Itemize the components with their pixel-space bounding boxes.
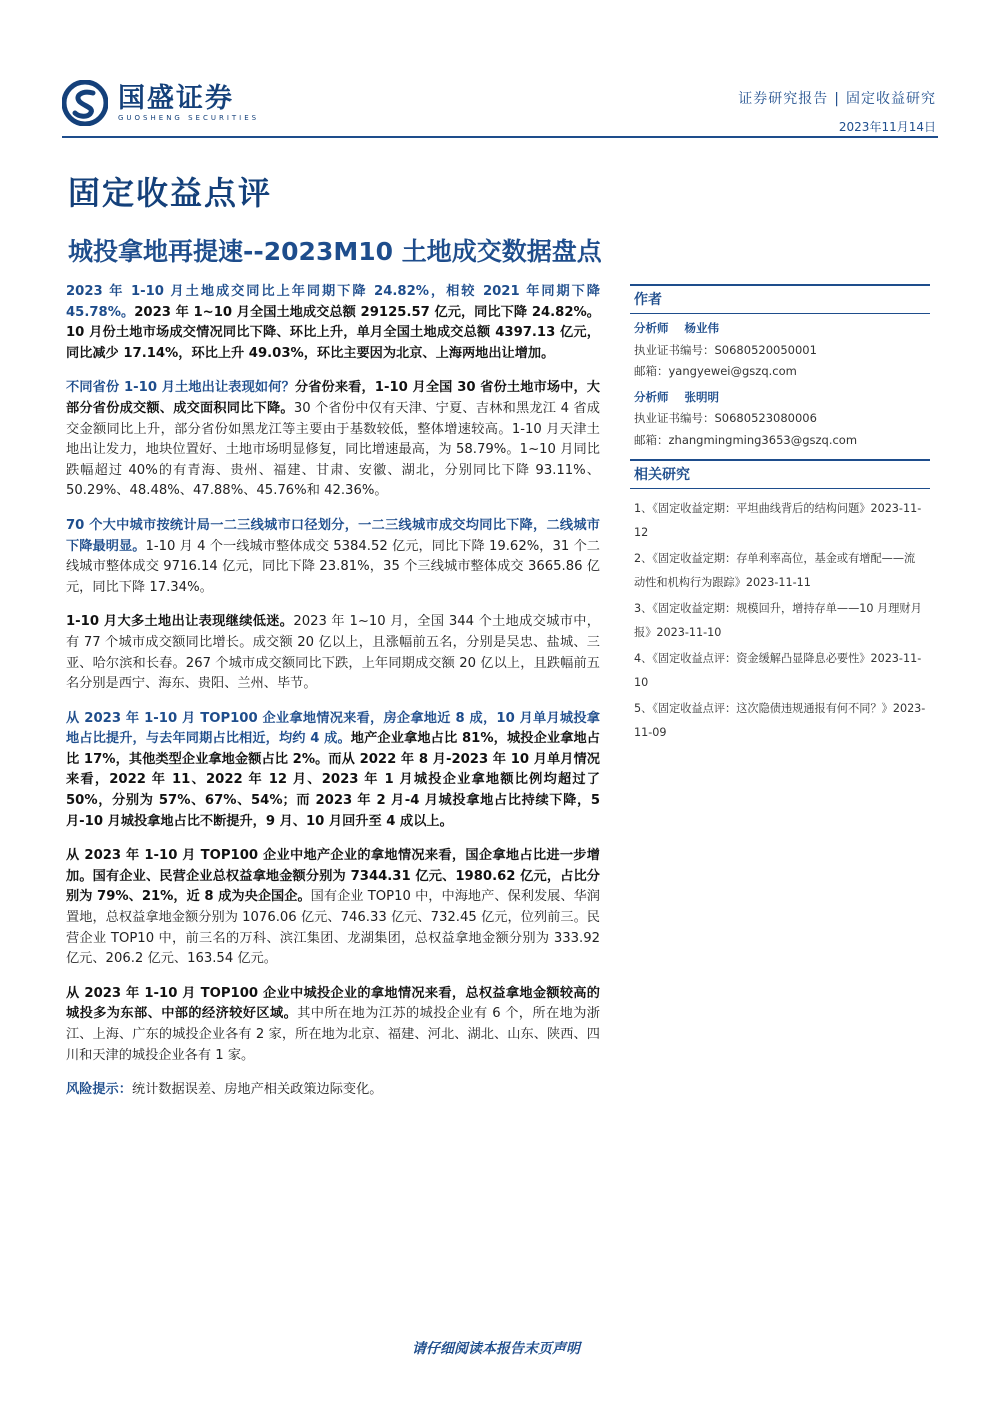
- paragraph-highlight: 2023 年 1-10 月土地成交同比上年同期下降 24.82%，相较 2021 年同期下降 45.78%。: [66, 284, 600, 320]
- related-research-list: [630, 489, 930, 745]
- analyst-role: 分析师: [634, 389, 669, 404]
- report-title: 城投拿地再提速--2023M10 土地成交数据盘点: [68, 237, 602, 266]
- analyst-block-2: [630, 383, 930, 452]
- paragraph-highlight: 从 2023 年 1-10 月 TOP100 企业拿地情况来看，房企拿地近 8 成，10 月单月城投拿地占比提升，与去年同期占比相近，均约 4 成。: [66, 710, 600, 747]
- report-header: [62, 74, 938, 132]
- analyst-cert: 执业证书编号：S0680523080006: [634, 411, 817, 425]
- footer-disclaimer: 请仔细阅读本报告末页声明: [412, 1341, 580, 1357]
- report-date: 2023年11月14日: [838, 120, 936, 134]
- paragraph-text: 1-10 月 4 个一线城市整体成交 5384.52 亿元，同比下降 19.62%，31 个二线城市整体成交 9716.14 亿元，同比下降 23.81%，35 个三线城市整体成交 3665.86 亿元，同比下降 17.34%。: [66, 538, 600, 595]
- author-heading: 作者: [630, 284, 930, 314]
- risk-warning: [66, 1080, 600, 1100]
- related-report-item[interactable]: 4、《固定收益点评：资金缓解凸显降息必要性》2023-11-10: [634, 652, 922, 689]
- sidebar: [630, 284, 930, 747]
- analyst-role: 分析师: [634, 321, 669, 335]
- analyst-email[interactable]: 邮箱：zhangmingming3653@gszq.com: [634, 432, 858, 447]
- related-research-heading: 相关研究: [630, 459, 930, 489]
- paragraph-2: [66, 378, 600, 502]
- paragraph-highlight: 不同省份 1-10 月土地出让表现如何？: [66, 380, 295, 396]
- analyst-cert: 执业证书编号：S0680520050001: [634, 342, 817, 357]
- risk-label: 风险提示：: [66, 1082, 132, 1098]
- report-type: 证券研究报告: [738, 91, 829, 107]
- paragraph-text: 30 个省份中仅有天津、宁夏、吉林和黑龙江 4 省成交金额同比上升，部分省份如黑龙江等主要由于基数较低，整体增速较高。1-10 月天津土地出让发力，地块位置好、土地市场明显修复，同比增速最高，为 58.79%。1~10 月同比跌幅超过 40%的有青海、贵州、福建、甘肃、安徽、湖北，分别同比下降 93.11%、50.29%、48.48%、47.88%、45.76%和 42.36%。: [66, 400, 600, 499]
- analyst-name: 张明明: [684, 389, 719, 404]
- paragraph-7: [66, 984, 600, 1066]
- header-divider: [62, 136, 938, 138]
- analyst-name: 杨业伟: [684, 321, 719, 335]
- paragraph-6: [66, 846, 600, 970]
- analyst-email[interactable]: 邮箱：yangyewei@gszq.com: [634, 364, 797, 378]
- report-subtype: 固定收益研究: [846, 91, 936, 107]
- paragraph-5: [66, 709, 600, 833]
- analyst-block-1: [630, 314, 930, 383]
- related-report-item[interactable]: 2、《固定收益定期：存单利率高位，基金或有增配——流动性和机构行为跟踪》2023-11-11: [634, 552, 916, 589]
- logo-chinese-name: 国盛证券: [118, 83, 234, 114]
- guosheng-logo-icon: [62, 80, 108, 126]
- header-separator: |: [834, 91, 840, 107]
- paragraph-4: [66, 612, 600, 694]
- paragraph-bold: 从 2023 年 1-10 月 TOP100 企业中城投企业的拿地情况来看，总权益拿地金额较高的城投多为东部、中部的经济较好区域。: [66, 985, 600, 1022]
- paragraph-text: 其中所在地为江苏的城投企业有 6 个，所在地为浙江、上海、广东的城投企业各有 2 家，所在地为北京、福建、河北、湖北、山东、陕西、四川和天津的城投企业各有 1 家。: [66, 1006, 600, 1063]
- risk-text: 统计数据误差、房地产相关政策边际变化。: [131, 1082, 383, 1098]
- paragraph-3: [66, 516, 600, 598]
- paragraph-bold: 1-10 月大多土地出让表现继续低迷。: [66, 614, 294, 630]
- paragraph-1: [66, 282, 600, 364]
- related-report-item[interactable]: 3、《固定收益定期：规模回升，增持存单——10 月理财月报》2023-11-10: [634, 602, 922, 639]
- paragraph-bold: 分省份来看，1-10 月全国 30 省份土地市场中，大部分省份成交额、成交面积同比下降。: [66, 380, 600, 416]
- report-category: 固定收益点评: [68, 174, 273, 212]
- paragraph-text: 国有企业 TOP10 中，中海地产、保利发展、华润置地，总权益拿地金额分别为 1076.06 亿元、746.33 亿元、732.45 亿元，位列前三。民营企业 TOP10 中，前三名的万科、滨江集团、龙湖集团，总权益拿地金额分别为 333.92 亿元、206.2 亿元、163.54 亿元。: [66, 889, 600, 967]
- paragraph-bold: 2023 年 1~10 月全国土地成交总额 29125.57 亿元，同比下降 24.82%。10 月份土地市场成交情况同比下降、环比上升，单月全国土地成交总额 4397.13 亿元，同比减少 17.14%，环比上升 49.03%，环比主要因为北京、上海两地出让增加。: [66, 304, 600, 361]
- logo-english-name: GUOSHENG SECURITIES: [118, 114, 260, 122]
- main-content: [66, 282, 600, 1100]
- paragraph-text: 2023 年 1~10 月，全国 344 个土地成交城市中，有 77 个城市成交额同比增长。成交额 20 亿以上，且涨幅前五名，分别是吴忠、盐城、三亚、哈尔滨和长春。267 个城市成交额同比下跌，上年同期成交额 20 亿以上，且跌幅前五名分别是西宁、海东、贵阳、兰州、毕节。: [66, 614, 600, 692]
- related-report-item[interactable]: 1、《固定收益定期：平坦曲线背后的结构问题》2023-11-12: [634, 502, 922, 539]
- paragraph-highlight: 70 个大中城市按统计局一二三线城市口径划分，一二三线城市成交均同比下降，二线城市下降最明显。: [66, 517, 600, 554]
- paragraph-bold: 地产企业拿地占比 81%，城投企业拿地占比 17%，其他类型企业拿地金额占比 2%。而从 2022 年 8 月-2023 年 10 月单月情况来看，2022 年 11、2022 年 12 月、2023 年 1 月城投企业拿地额比例均超过了 50%，分别为 57%、67%、54%；而 2023 年 2 月-4 月城投拿地占比持续下降，5 月-10 月城投拿地占比不断提升，9 月、10 月回升至 4 成以上。: [66, 731, 600, 829]
- related-report-item[interactable]: 5、《固定收益点评：这次隐债违规通报有何不同？》2023-11-09: [634, 702, 926, 739]
- company-logo: [62, 80, 259, 126]
- paragraph-bold: 从 2023 年 1-10 月 TOP100 企业中地产企业的拿地情况来看，国企拿地占比进一步增加。国有企业、民营企业总权益拿地金额分别为 7344.31 亿元、1980.62 亿元，占比分别为 79%、21%，近 8 成为央企国企。: [66, 848, 600, 905]
